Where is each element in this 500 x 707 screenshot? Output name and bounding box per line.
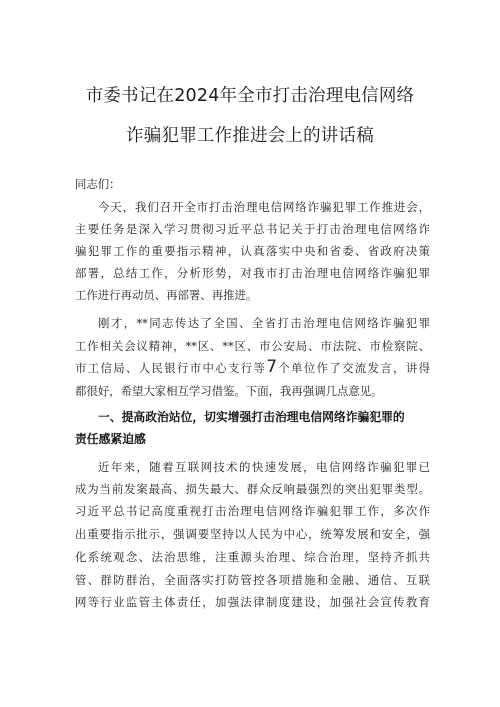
para2-line-4: 都很好，希望大家相互学习借鉴。下面，我再强调几点意见。 (75, 384, 383, 398)
para3-line-2: 成为当前发案最高、损失最大、群众反响最强烈的突出犯罪类型。 (75, 482, 430, 496)
para2-line-3-before: 市工信局、人民银行市中心支行等 (75, 361, 267, 375)
para3-line-3: 习近平总书记高度重视打击治理电信网络诈骗犯罪工作，多次作 (75, 504, 430, 518)
para1-line-1: 今天，我们召开全市打击治理电信网络诈骗犯罪工作推进会， (98, 200, 430, 214)
document-title-line-1: 市委书记在2024年全市打击治理电信网络 (85, 86, 415, 106)
para3-line-7: 网等行业监管主体责任，加强法律制度建设，加强社会宣传教育 (75, 595, 430, 609)
para1-line-3: 骗犯罪工作的重要指示精神，认真落实中央和省委、省政府决策 (75, 244, 430, 258)
para3-line-5: 化系统观念、法治思维，注重源头治理、综合治理，坚持齐抓共 (75, 550, 430, 564)
unit-count-number: 7 (266, 357, 278, 377)
section-heading-1-line-2: 责任感紧迫感 (75, 432, 146, 446)
section-heading-1-line-1: 一、提高政治站位，切实增强打击治理电信网络诈骗犯罪的 (98, 410, 405, 424)
para2-line-3-after: 个单位作了交流发言，讲得 (277, 361, 430, 375)
para2-line-1: 刚才，**同志传达了全国、全省打击治理电信网络诈骗犯罪 (98, 316, 430, 330)
para3-line-6: 管、群防群治，全面落实打防管控各项措施和金融、通信、互联 (75, 573, 430, 587)
document-title-line-2: 诈骗犯罪工作推进会上的讲话稿 (126, 126, 374, 146)
para3-line-1: 近年来，随着互联网技术的快速发展，电信网络诈骗犯罪已 (98, 460, 430, 474)
para2-line-3 (75, 359, 430, 376)
salutation: 同志们： (75, 177, 121, 191)
para2-line-2: 工作相关会议精神，**区、**区、市公安局、市法院、市检察院、 (75, 339, 430, 353)
para3-line-4: 出重要指示批示，强调要坚持以人民为中心，统筹发展和安全，强 (75, 527, 430, 541)
para1-line-4: 部署，总结工作，分析形势，对我市打击治理电信网络诈骗犯罪 (75, 266, 430, 280)
para1-line-2: 主要任务是深入学习贯彻习近平总书记关于打击治理电信网络诈 (75, 222, 430, 236)
para1-line-5: 工作进行再动员、再部署、再推进。 (75, 288, 258, 302)
